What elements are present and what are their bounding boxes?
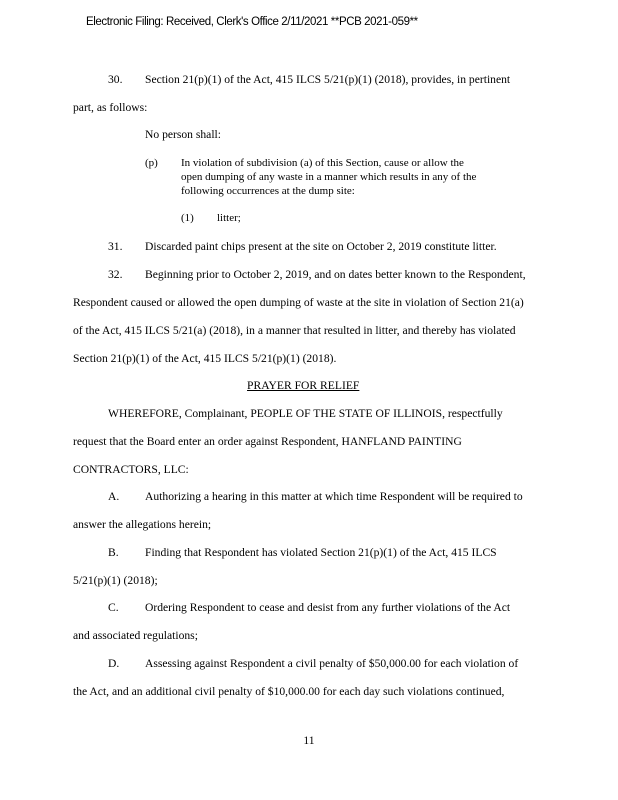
- para-30-line-2: part, as follows:: [73, 101, 148, 114]
- para-30-line-1: Section 21(p)(1) of the Act, 415 ILCS 5/21(p)(1) (2018), provides, in pertinent: [145, 73, 511, 86]
- item-c-label: C.: [108, 601, 119, 614]
- item-b-line-1: Finding that Respondent has violated Section 21(p)(1) of the Act, 415 ILCS: [145, 546, 497, 559]
- item-a-label: A.: [108, 490, 120, 503]
- quote-p-line-2: open dumping of any waste in a manner which results in any of the: [181, 171, 477, 183]
- para-31-line-1: Discarded paint chips present at the site on October 2, 2019 constitute litter.: [145, 240, 497, 253]
- item-d-label: D.: [108, 657, 120, 670]
- quote-intro: No person shall:: [145, 128, 221, 141]
- quote-p-label: (p): [145, 157, 158, 169]
- para-31-number: 31.: [108, 240, 123, 253]
- quote-item-label: (1): [181, 212, 194, 224]
- para-32-line-1: Beginning prior to October 2, 2019, and on dates better known to the Respondent,: [145, 268, 526, 281]
- para-32-line-2: Respondent caused or allowed the open dumping of waste at the site in violation of Section 21(a): [73, 296, 524, 309]
- quote-p-line-3: following occurrences at the dump site:: [181, 185, 355, 197]
- item-d-line-1: Assessing against Respondent a civil penalty of $50,000.00 for each violation of: [145, 657, 519, 670]
- para-32-line-4: Section 21(p)(1) of the Act, 415 ILCS 5/21(p)(1) (2018).: [73, 352, 337, 365]
- quote-item-text: litter;: [217, 212, 241, 224]
- quote-p-line-1: In violation of subdivision (a) of this Section, cause or allow the: [181, 157, 464, 169]
- item-a-line-2: answer the allegations herein;: [73, 518, 212, 531]
- item-b-label: B.: [108, 546, 119, 559]
- item-b-line-2: 5/21(p)(1) (2018);: [73, 574, 158, 587]
- prayer-title-text: PRAYER FOR RELIEF: [247, 379, 360, 392]
- para-32-line-3: of the Act, 415 ILCS 5/21(a) (2018), in a manner that resulted in litter, and thereby has violated: [73, 324, 516, 337]
- wherefore-line-1: WHEREFORE, Complainant, PEOPLE OF THE STATE OF ILLINOIS, respectfully: [108, 407, 503, 420]
- filing-header: Electronic Filing: Received, Clerk's Office 2/11/2021 **PCB 2021-059**: [86, 16, 418, 28]
- prayer-title: [0, 379, 618, 393]
- item-a-line-1: Authorizing a hearing in this matter at which time Respondent will be required to: [145, 490, 523, 503]
- wherefore-line-3: CONTRACTORS, LLC:: [73, 463, 189, 476]
- wherefore-line-2: request that the Board enter an order against Respondent, HANFLAND PAINTING: [73, 435, 462, 448]
- page-number: 11: [303, 734, 315, 747]
- item-d-line-2: the Act, and an additional civil penalty of $10,000.00 for each day such violations continued,: [73, 685, 505, 698]
- item-c-line-1: Ordering Respondent to cease and desist from any further violations of the Act: [145, 601, 511, 614]
- item-c-line-2: and associated regulations;: [73, 629, 198, 642]
- para-30-number: 30.: [108, 73, 123, 86]
- para-32-number: 32.: [108, 268, 123, 281]
